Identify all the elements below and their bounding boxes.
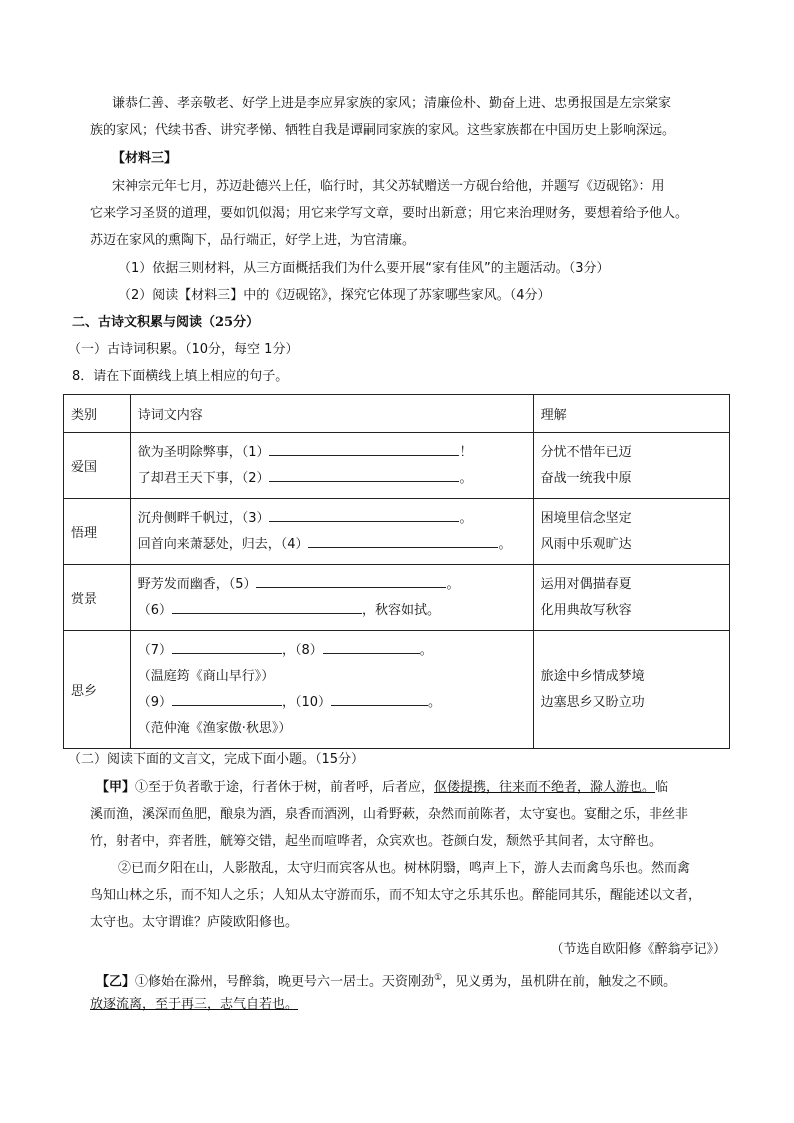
blank-10[interactable] (331, 692, 428, 706)
section2-sub1: （一）古诗词积累。（10分，每空 1分） (68, 342, 299, 357)
jia-label: 【甲】 (96, 780, 136, 795)
row-category: 思乡 (64, 631, 131, 749)
header-content: 诗词文内容 (130, 395, 533, 433)
material3-line3: 苏迈在家风的熏陶下，品行端正，好学上进，为官清廉。 (90, 233, 416, 248)
row-content: 沉舟侧畔千帆过，（3） 。 回首向来萧瑟处，归去，（4） 。 (130, 499, 533, 565)
jia-underlined-sentence: 伛偻提携，往来而不绝者，滁人游也。 (434, 780, 656, 795)
row-category: 赏景 (64, 565, 131, 631)
jia-line3: 竹，射者中，弈者胜，觥筹交错，起坐而喧哗者，众宾欢也。苍颜白发，颓然乎其间者，太守醉也。 (90, 834, 663, 849)
material2-line1: 谦恭仁善、孝亲敬老、好学上进是李应昇家族的家风；清廉俭朴、勤奋上进、忠勇报国是左宗棠家 (112, 96, 672, 111)
material2-line2: 族的家风；代续书香、讲究孝悌、牺牲自我是谭嗣同家族的家风。这些家族都在中国历史上影响深远。 (90, 123, 676, 138)
material3-line1: 宋神宗元年七月，苏迈赴德兴上任，临行时，其父苏轼赠送一方砚台给他，并题写《迈砚铭》：用 (112, 179, 665, 194)
table-header-row (64, 395, 730, 433)
jia-source: （节选自欧阳修《醉翁亭记》） (550, 942, 726, 957)
blank-9[interactable] (172, 692, 282, 706)
blank-3[interactable] (269, 508, 459, 522)
row-content: 欲为圣明除弊事，（1） ！ 了却君王天下事，（2） 。 (130, 433, 533, 499)
row-understanding: 旅途中乡情成梦境 边塞思乡又盼立功 (533, 631, 729, 749)
blank-6[interactable] (172, 600, 362, 614)
yi-footnote-mark: ① (434, 973, 443, 983)
yi-label: 【乙】 (96, 974, 136, 990)
blank-7[interactable] (172, 640, 282, 654)
blank-5[interactable] (256, 574, 446, 588)
header-category: 类别 (64, 395, 131, 433)
jia-line2: 溪而渔，溪深而鱼肥，酿泉为酒，泉香而酒洌，山肴野蔌，杂然而前陈者，太守宴也。宴酣之乐，非丝非 (90, 807, 689, 822)
table-row (64, 499, 730, 565)
yi-line2: 放逐流离，至于再三，志气自若也。 (90, 997, 299, 1012)
jia-line4: ②已而夕阳在山，人影散乱，太守归而宾客从也。树林阴翳，鸣声上下，游人去而禽鸟乐也。然而禽 (118, 861, 691, 876)
poem-table (63, 394, 730, 749)
jia-line5: 鸟知山林之乐，而不知人之乐；人知从太守游而乐，而不知太守之乐其乐也。醉能同其乐，醒能述以文者， (90, 888, 702, 903)
row-category: 悟理 (64, 499, 131, 565)
jia-line6: 太守也。太守谓谁？庐陵欧阳修也。 (90, 915, 299, 930)
table-row (64, 433, 730, 499)
header-understanding: 理解 (533, 395, 729, 433)
blank-1[interactable] (269, 442, 459, 456)
row-content: 野芳发而幽香，（5） 。 （6） ，秋容如拭。 (130, 565, 533, 631)
section2-sub2: （二）阅读下面的文言文，完成下面小题。（15分） (68, 752, 365, 767)
blank-2[interactable] (269, 468, 459, 482)
row-understanding: 困境里信念坚定 风雨中乐观旷达 (533, 499, 729, 565)
blank-8[interactable] (323, 640, 420, 654)
material3-heading: 【材料三】 (112, 151, 178, 166)
jia-line1: 【甲】①至于负者歌于途，行者休于树，前者呼，后者应，伛偻提携，往来而不绝者，滁人游也。临 (96, 780, 669, 795)
table-row (64, 631, 730, 749)
section2-title: 二、古诗文积累与阅读（25分） (72, 315, 260, 330)
table-row (64, 565, 730, 631)
question-8: 8．请在下面横线上填上相应的句子。 (72, 369, 289, 384)
material3-line2: 它来学习圣贤的道理，要如饥似渴；用它来学写文章，要时出新意；用它来治理财务，要想着给予他人。 (90, 206, 689, 221)
question-1: （1）依据三则材料，从三方面概括我们为什么要开展“家有佳风”的主题活动。（3分） (118, 261, 610, 276)
row-category: 爱国 (64, 433, 131, 499)
yi-line1: 【乙】①修始在滁州，号醉翁，晚更号六一居士。天资刚劲①，见义勇为，虽机阱在前，触发之不顾。 (96, 973, 677, 990)
question-2: （2）阅读【材料三】中的《迈砚铭》，探究它体现了苏家哪些家风。（4分） (118, 288, 551, 303)
row-understanding: 运用对偶描春夏 化用典故写秋容 (533, 565, 729, 631)
row-content: （7） ，（8） 。 （温庭筠《商山早行》） （9） ，（10） 。 （范仲淹《渔家傲·秋思》） (130, 631, 533, 749)
row-understanding: 分忧不惜年已迈 奋战一统我中原 (533, 433, 729, 499)
blank-4[interactable] (308, 534, 498, 548)
